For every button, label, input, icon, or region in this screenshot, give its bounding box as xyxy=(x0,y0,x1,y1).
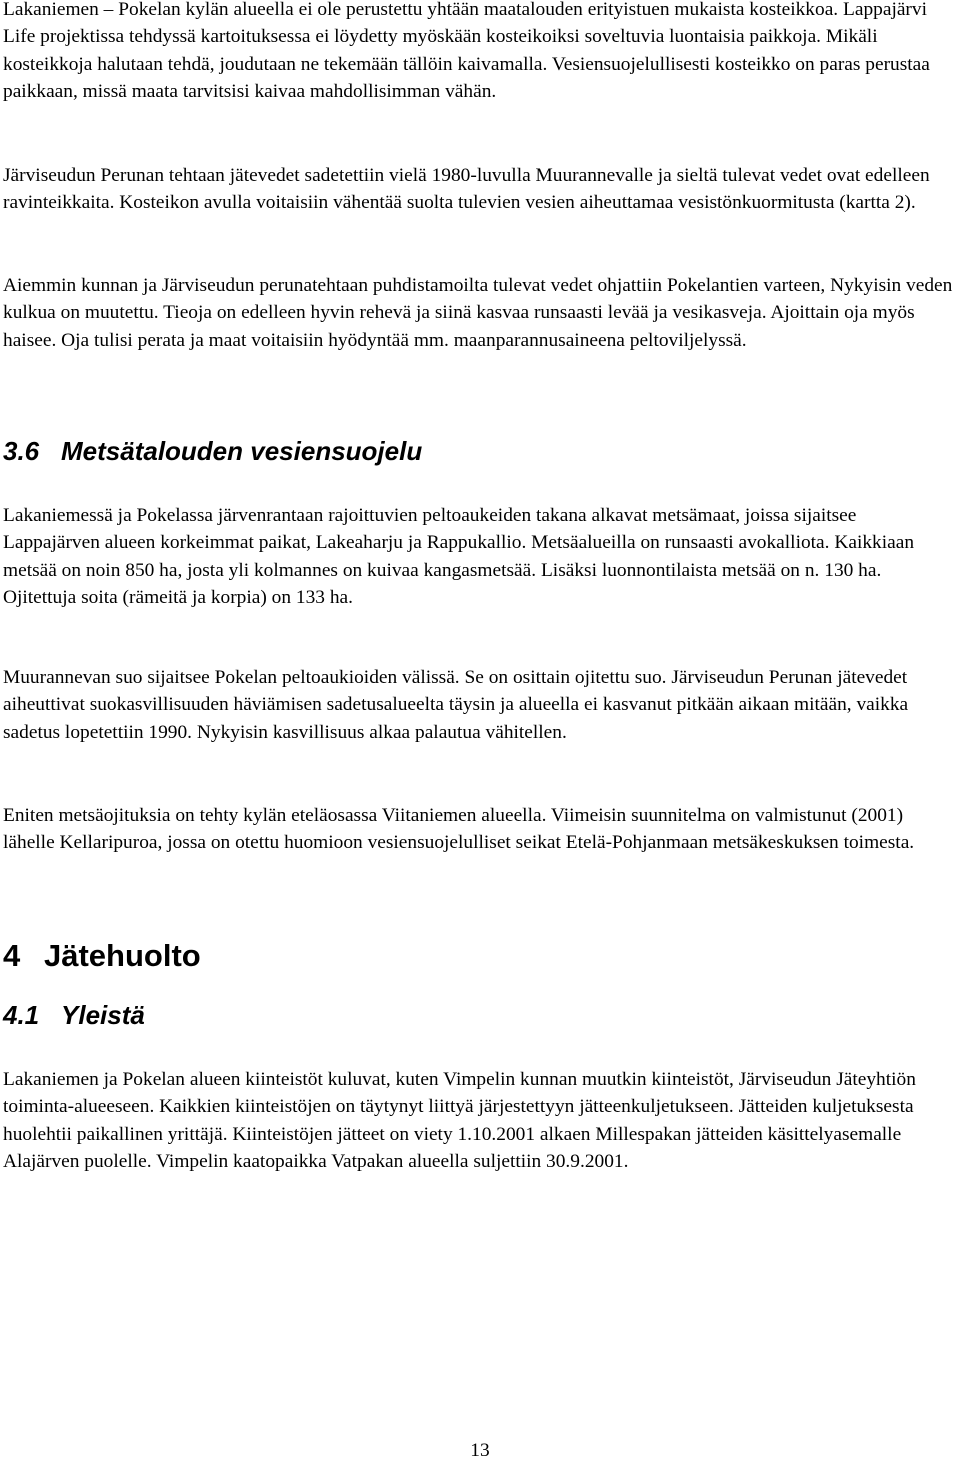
paragraph-muurannevan-bog: Muurannevan suo sijaitsee Pokelan peltoaukioiden välissä. Se on osittain ojitettu suo. Järviseudun Perunan jätevedet aiheuttivat suokasvillisuuden häviämisen sadetusalueelta täysin ja alueella ei kasvanut pitkään aikaan mitään, vaikka sadetus lopetettiin 1990. Nykyisin kasvillisuus alkaa palautua vähitellen. xyxy=(3,667,909,743)
page-number: 13 xyxy=(470,1440,490,1461)
heading-4 xyxy=(3,938,201,974)
paragraph-ditch: Aiemmin kunnan ja Järviseudun perunatehtaan puhdistamoilta tulevat vedet ohjattiin Pokelantien varteen, Nykyisin veden kulkua on muutettu. Tieoja on edelleen hyvin rehevä ja siinä kasvaa runsaasti levää ja vesikasveja. Ajoittain oja myös haisee. Oja tulisi perata ja maat voitaisiin hyödyntää mm. maanparannusaineena peltoviljelyssä. xyxy=(3,275,953,351)
paragraph-waste-management: Lakaniemen ja Pokelan alueen kiinteistöt kuluvat, kuten Vimpelin kunnan muutkin kiinteistöt, Järviseudun Jäteyhtiön toiminta-alueeseen. Kaikkien kiinteistöjen on täytynyt liittyä järjestettyyn jätteenkuljetukseen. Jätteiden kuljetuksesta huolehtii paikallinen yrittäjä. Kiinteistöjen jätteet on viety 1.10.2001 alkaen Millespakan jätteiden käsittelyasemalle Alajärven puolelle. Vimpelin kaatopaikka Vatpakan alueella suljettiin 30.9.2001. xyxy=(3,1069,916,1173)
heading-3-6 xyxy=(3,436,422,466)
heading-4-1-number: 4.1 xyxy=(3,1000,40,1030)
paragraph-wetlands: Lakaniemen – Pokelan kylän alueella ei ole perustettu yhtään maatalouden erityistuen mukaista kosteikkoa. Lappajärvi Life projektissa tehdyssä kartoituksessa ei löydetty myöskään kosteikoiksi soveltuvia luontaisia paikkoja. Mikäli kosteikkoja halutaan tehdä, joudutaan ne tekemään tällöin kaivamalla. Vesiensuojelullisesti kosteikko on paras perustaa paikkaan, missä maata tarvitsisi kaivaa mahdollisimman vähän. xyxy=(3,0,930,103)
heading-3-6-title: Metsätalouden vesiensuojelu xyxy=(61,436,423,466)
heading-3-6-number: 3.6 xyxy=(3,436,40,466)
heading-4-1 xyxy=(3,1000,145,1030)
paragraph-potato-factory: Järviseudun Perunan tehtaan jätevedet sadetettiin vielä 1980-luvulla Muurannevalle ja sieltä tulevat vedet ovat edelleen ravinteikkaita. Kosteikon avulla voitaisiin vähentää suolta tulevien vesien aiheuttamaa vesistönkuormitusta (kartta 2). xyxy=(3,165,930,214)
paragraph-forest-drainage: Eniten metsäojituksia on tehty kylän eteläosassa Viitaniemen alueella. Viimeisin suunnitelma on valmistunut (2001) lähelle Kellaripuroa, jossa on otettu huomioon vesiensuojelulliset seikat Etelä-Pohjanmaan metsäkeskuksen toimesta. xyxy=(3,805,915,854)
heading-4-title: Jätehuolto xyxy=(44,938,201,973)
heading-4-number: 4 xyxy=(3,938,21,973)
paragraph-forest-land: Lakaniemessä ja Pokelassa järvenrantaan rajoittuvien peltoaukeiden takana alkavat metsämaat, joissa sijaitsee Lappajärven alueen korkeimmat paikat, Lakeaharju ja Rappukallio. Metsäalueilla on runsaasti avokalliota. Kaikkiaan metsää on noin 850 ha, josta yli kolmannes on kuivaa kangasmetsää. Lisäksi luonnontilaista metsää on n. 130 ha. Ojitettuja soita (rämeitä ja korpia) on 133 ha. xyxy=(3,505,915,609)
heading-4-1-title: Yleistä xyxy=(61,1000,145,1030)
